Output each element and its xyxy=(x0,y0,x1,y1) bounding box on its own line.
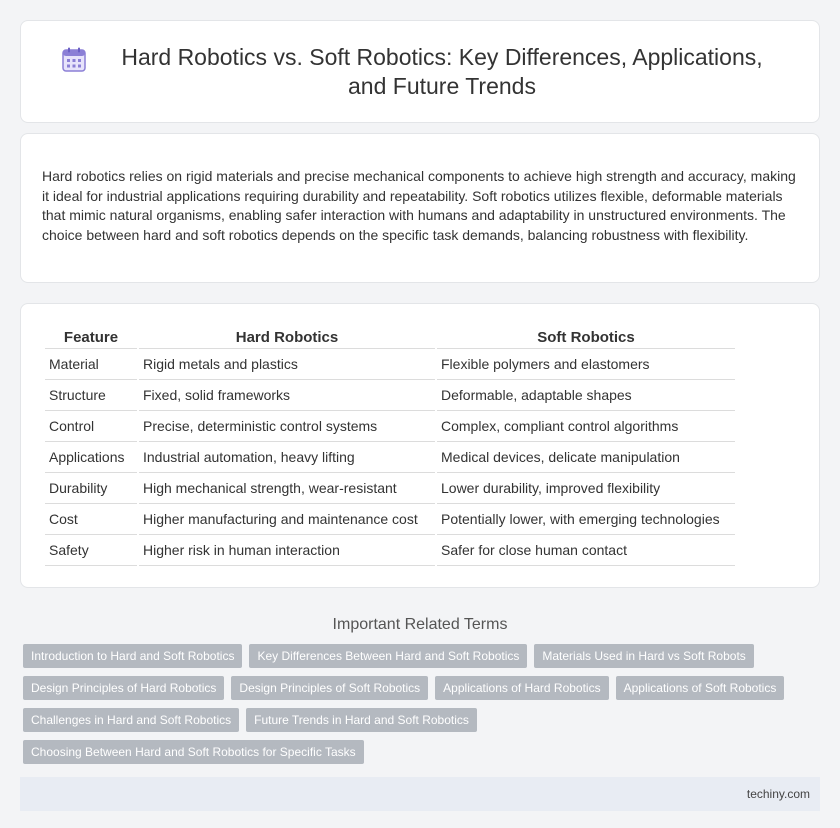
table-row xyxy=(45,349,735,380)
header-soft-robotics: Soft Robotics xyxy=(437,327,735,349)
related-term-tag[interactable]: Challenges in Hard and Soft Robotics xyxy=(23,708,239,732)
table-row xyxy=(45,380,735,411)
footer-site-link[interactable]: techiny.com xyxy=(746,787,810,801)
cell-hard: Precise, deterministic control systems xyxy=(139,411,435,442)
cell-feature: Safety xyxy=(45,535,137,566)
table-row xyxy=(45,473,735,504)
intro-card xyxy=(20,133,820,283)
header-feature: Feature xyxy=(45,327,137,349)
cell-hard: Rigid metals and plastics xyxy=(139,349,435,380)
table-row xyxy=(45,504,735,535)
related-term-tag[interactable]: Future Trends in Hard and Soft Robotics xyxy=(246,708,477,732)
related-term-tag[interactable]: Applications of Hard Robotics xyxy=(435,676,608,700)
related-term-tag[interactable]: Choosing Between Hard and Soft Robotics for Specific Tasks xyxy=(23,740,364,764)
cell-feature: Structure xyxy=(45,380,137,411)
cell-hard: Higher risk in human interaction xyxy=(139,535,435,566)
related-terms-title: Important Related Terms xyxy=(332,616,508,633)
related-term-tag[interactable]: Applications of Soft Robotics xyxy=(616,676,785,700)
cell-soft: Safer for close human contact xyxy=(437,535,735,566)
cell-soft: Flexible polymers and elastomers xyxy=(437,349,735,380)
cell-feature: Control xyxy=(45,411,137,442)
table-header-row xyxy=(45,327,735,349)
cell-feature: Applications xyxy=(45,442,137,473)
intro-paragraph: Hard robotics relies on rigid materials and precise mechanical components to achieve high strength and accuracy, making it ideal for industrial applications requiring durability and repeatability. Soft robotics utilizes flexible, deformable materials that mimic natural organisms, enabling safer interaction with humans and adaptability in unstructured environments. The choice between hard and soft robotics depends on the specific task demands, balancing robustness with flexibility. xyxy=(42,168,796,243)
related-term-tag[interactable]: Design Principles of Soft Robotics xyxy=(231,676,428,700)
cell-feature: Material xyxy=(45,349,137,380)
cell-hard: High mechanical strength, wear-resistant xyxy=(139,473,435,504)
cell-feature: Durability xyxy=(45,473,137,504)
cell-soft: Medical devices, delicate manipulation xyxy=(437,442,735,473)
comparison-table xyxy=(43,327,737,566)
footer xyxy=(20,777,820,811)
cell-feature: Cost xyxy=(45,504,137,535)
cell-hard: Fixed, solid frameworks xyxy=(139,380,435,411)
related-term-tag[interactable]: Design Principles of Hard Robotics xyxy=(23,676,224,700)
table-row xyxy=(45,442,735,473)
related-term-tag[interactable]: Materials Used in Hard vs Soft Robots xyxy=(534,644,753,668)
related-terms-tags xyxy=(20,644,820,772)
cell-soft: Potentially lower, with emerging technologies xyxy=(437,504,735,535)
table-row xyxy=(45,411,735,442)
cell-hard: Higher manufacturing and maintenance cost xyxy=(139,504,435,535)
cell-soft: Lower durability, improved flexibility xyxy=(437,473,735,504)
related-term-tag[interactable]: Key Differences Between Hard and Soft Robotics xyxy=(249,644,527,668)
related-terms-section xyxy=(20,616,820,772)
comparison-card xyxy=(20,303,820,588)
table-row xyxy=(45,535,735,566)
cell-soft: Complex, compliant control algorithms xyxy=(437,411,735,442)
cell-hard: Industrial automation, heavy lifting xyxy=(139,442,435,473)
cell-soft: Deformable, adaptable shapes xyxy=(437,380,735,411)
header-hard-robotics: Hard Robotics xyxy=(139,327,435,349)
page-title: Hard Robotics vs. Soft Robotics: Key Differences, Applications, and Future Trends xyxy=(121,43,763,99)
calendar-icon xyxy=(61,47,87,73)
related-term-tag[interactable]: Introduction to Hard and Soft Robotics xyxy=(23,644,242,668)
header-card xyxy=(20,20,820,123)
